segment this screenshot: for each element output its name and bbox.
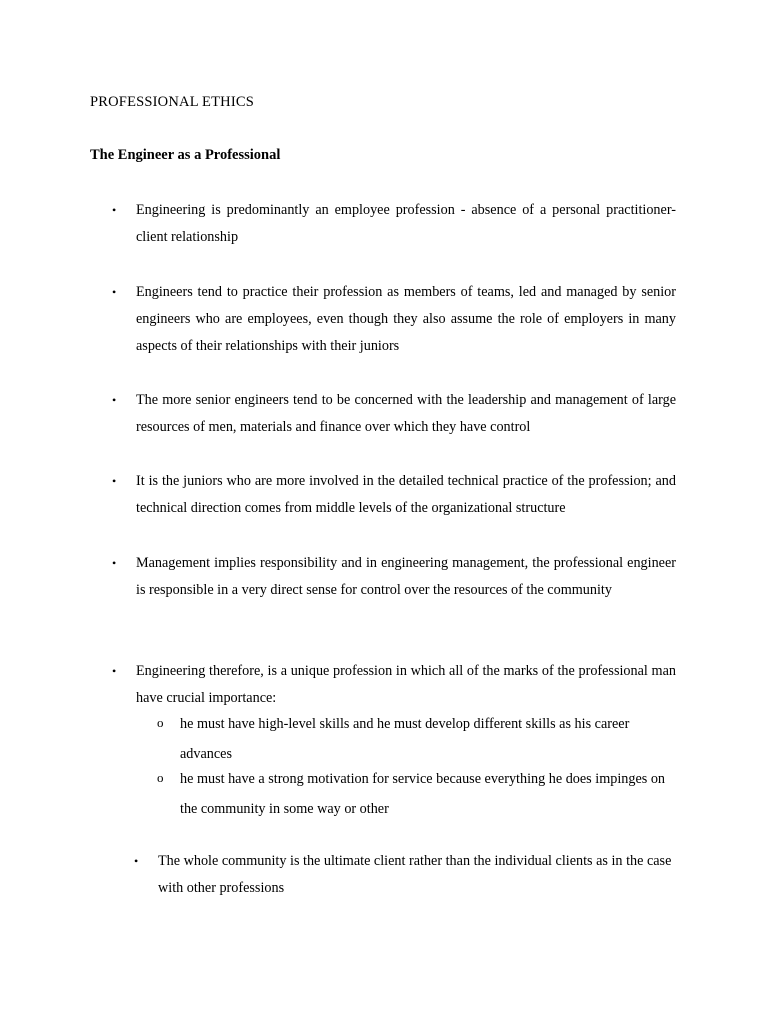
sub-bullet-text: he must have a strong motivation for service because everything he does impinges on the community in some way or other [180,771,666,817]
bullet-marker: • [112,664,117,678]
bullet-marker: • [112,203,117,217]
bullet-text: It is the juniors who are more involved in the detailed technical practice of the profession; and technical direction comes from middle levels of the organizational structure [136,473,676,516]
section-heading: The Engineer as a Professional [90,147,281,163]
bullet-text: Management implies responsibility and in engineering management, the professional engineer is responsible in a very direct sense for control over the resources of the community [136,555,676,598]
sub-bullet-text: he must have high-level skills and he must develop different skills as his career advances [180,716,630,762]
bullet-text: Engineering is predominantly an employee profession - absence of a personal practitioner-client relationship [136,202,676,245]
bullet-text: The more senior engineers tend to be concerned with the leadership and management of large resources of men, materials and finance over which they have control [136,392,676,435]
bullet-marker: • [112,285,117,299]
sub-bullet-marker: o [157,770,164,785]
bullet-text: The whole community is the ultimate client rather than the individual clients as in the case with other professions [158,853,672,896]
document-title: PROFESSIONAL ETHICS [90,94,254,110]
bullet-text: Engineers tend to practice their profession as members of teams, led and managed by senior engineers who are employees, even though they also assume the role of employers in many aspects of their relationships with their juniors [136,284,676,354]
bullet-text: Engineering therefore, is a unique profession in which all of the marks of the professional man have crucial importance: [136,663,676,706]
bullet-marker: • [134,854,139,868]
bullet-marker: • [112,393,117,407]
bullet-marker: • [112,474,117,488]
sub-bullet-marker: o [157,715,164,730]
bullet-marker: • [112,556,117,570]
